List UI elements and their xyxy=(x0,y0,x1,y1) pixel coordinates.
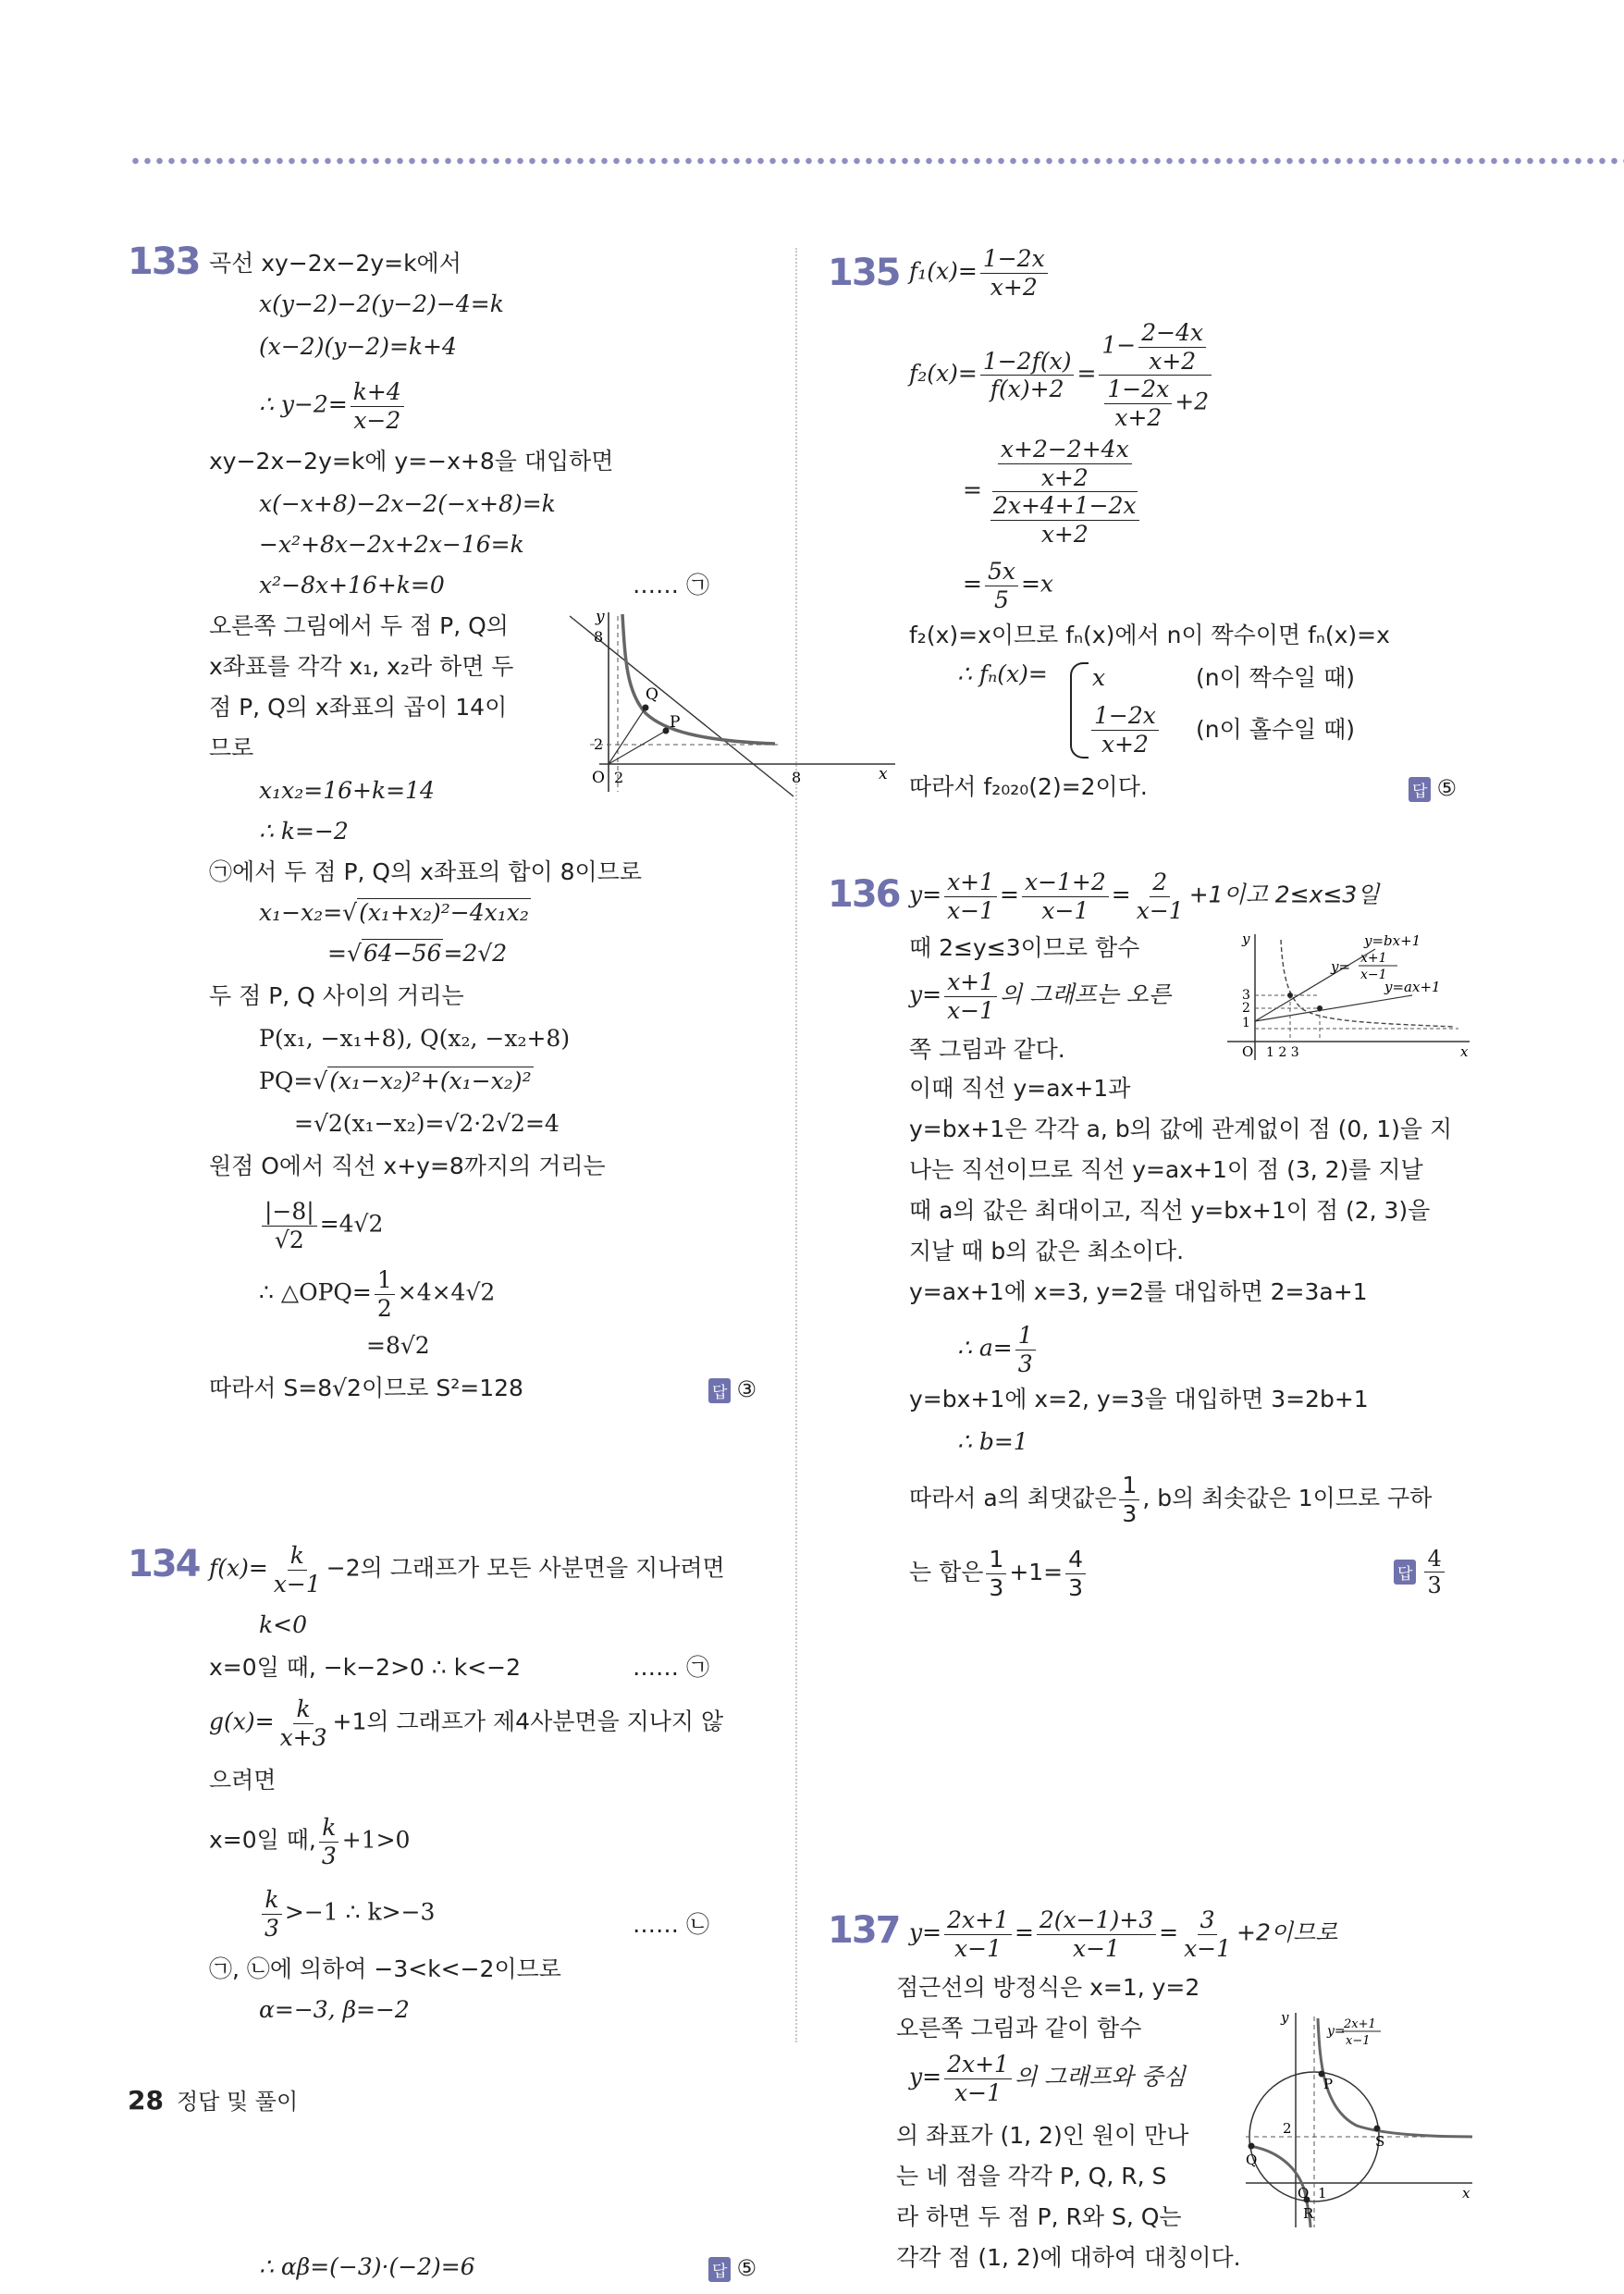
line-bx xyxy=(1255,949,1375,1021)
axis-label: x xyxy=(1462,2185,1470,2202)
column-divider xyxy=(795,248,797,2042)
denominator: √2 xyxy=(274,1226,304,1253)
numerator: |−8| xyxy=(262,1199,317,1227)
math-text: +2이므로 xyxy=(1236,1918,1338,1946)
denominator: x+2 xyxy=(1101,730,1149,758)
math-text: x₁−x₂=√ xyxy=(259,899,358,926)
solution-line: y=ax+1에 x=3, y=2를 대입하면 2=3a+1 xyxy=(909,1278,1368,1305)
solution-line: 오른쪽 그림과 같이 함수 xyxy=(896,2015,1142,2041)
solution-line xyxy=(909,1547,1089,1600)
solution-line: f₂(x)= $\frac{1-2f(x)}{f(x)+2}$ = 1− $\frac{2-4x}{x+2}$ $\frac{1-2x}{x+2}$ +2 xyxy=(909,320,1214,430)
solution-line: x=0일 때, −k−2>0 ∴ k<−2 xyxy=(209,1654,521,1681)
page-number: 28 xyxy=(128,2085,164,2115)
solution-line: = $\frac{5x}{5}$ =x xyxy=(963,558,1054,613)
axis-label: y xyxy=(596,608,605,626)
solution-line: =√2(x₁−x₂)=√2·2√2=4 xyxy=(294,1110,560,1137)
point xyxy=(1287,993,1293,998)
solution-line: x(y−2)−2(y−2)−4=k xyxy=(259,290,504,317)
solution-line: y=bx+1에 x=2, y=3을 대입하면 3=2b+1 xyxy=(909,1386,1369,1412)
math-text: 1− xyxy=(1101,331,1137,359)
numerator: 5x xyxy=(985,559,1018,586)
solution-line xyxy=(259,1069,534,1092)
math-text: =2√2 xyxy=(443,940,508,967)
numerator: 2x+1 xyxy=(944,1907,1012,1935)
numerator: x+2−2+4x xyxy=(998,437,1132,464)
solution-line: f₂(x)=x이므로 fₙ(x)에서 n이 짝수이면 fₙ(x)=x xyxy=(909,622,1390,648)
numerator: k xyxy=(319,1815,338,1843)
point-p xyxy=(663,728,670,734)
solution-line: 두 점 P, Q 사이의 거리는 xyxy=(209,982,464,1009)
solution-line: −x²+8x−2x+2x−16=k xyxy=(259,531,524,558)
fraction xyxy=(998,437,1132,490)
solution-line: y= $\frac{x+1}{x-1}$ 의 그래프는 오른 xyxy=(909,968,1171,1024)
numerator: 1 xyxy=(1119,1473,1139,1500)
solution-line xyxy=(209,1543,725,1597)
math-text: f₂(x)= xyxy=(909,360,978,387)
solution-line: 의 좌표가 (1, 2)인 원이 만나 xyxy=(896,2122,1189,2149)
curve-label: y=ax+1 xyxy=(1384,979,1441,995)
solution-line: 는 네 점을 각각 P, Q, R, S xyxy=(896,2163,1167,2189)
numerator: 1 xyxy=(986,1547,1006,1574)
fraction xyxy=(985,559,1018,612)
solution-line: k<0 xyxy=(259,1611,308,1638)
problem-135 xyxy=(828,240,1475,814)
tick-label: 2 xyxy=(1242,1001,1250,1016)
solution-line: =8√2 xyxy=(366,1332,430,1359)
numerator: 2(x−1)+3 xyxy=(1037,1907,1156,1935)
fraction xyxy=(980,246,1048,300)
math-text: +1>0 xyxy=(341,1826,411,1854)
solution-line: ∴ αβ=(−3)·(−2)=6 xyxy=(259,2253,475,2280)
point-label: S xyxy=(1375,2133,1385,2150)
solution-line: ㉠에서 두 점 P, Q의 x좌표의 합이 8이므로 xyxy=(209,858,642,885)
solution-line: ∴ b=1 xyxy=(957,1428,1028,1455)
numerator: 3 xyxy=(1198,1907,1218,1935)
denominator: 3 xyxy=(1122,1499,1138,1527)
solution-line: 때 a의 값은 최대이고, 직선 y=bx+1이 점 (2, 3)을 xyxy=(909,1197,1431,1224)
solution-line: x좌표를 각각 x₁, x₂라 하면 두 xyxy=(209,653,514,680)
curve-label: 2x+1 xyxy=(1344,2017,1376,2031)
case-condition: (n이 짝수일 때) xyxy=(1196,664,1355,691)
numerator: k xyxy=(293,1696,313,1724)
solution-line: xy−2x−2y=k에 y=−x+8을 대입하면 xyxy=(209,448,614,475)
graph-137 xyxy=(1246,2007,1477,2229)
denominator: 2 xyxy=(376,1294,392,1322)
fraction xyxy=(1015,1323,1036,1376)
denominator: x−1 xyxy=(1184,1934,1232,1962)
solution-line xyxy=(209,1815,410,1868)
solution-line xyxy=(957,1323,1039,1376)
solution-line: y=bx+1은 각각 a, b의 값에 관계없이 점 (0, 1)을 지 xyxy=(909,1116,1453,1142)
fraction xyxy=(375,1267,395,1321)
answer xyxy=(708,2255,757,2282)
denominator: 3 xyxy=(989,1573,1004,1601)
point-q xyxy=(1249,2143,1255,2150)
solution-line xyxy=(259,901,531,924)
denominator: x+2 xyxy=(1114,403,1163,431)
solution-line: 따라서 f₂₀₂₀(2)=2이다. xyxy=(909,773,1148,800)
math-text: 의 그래프와 중심 xyxy=(1014,2063,1186,2090)
answer-tag: 답 xyxy=(1409,777,1431,802)
solution-line: 곡선 xy−2x−2y=k에서 xyxy=(209,250,461,277)
answer xyxy=(1394,1547,1447,1598)
point-label: P xyxy=(1323,2076,1334,2092)
denominator: 5 xyxy=(994,586,1009,613)
denominator: 3 xyxy=(265,1914,279,1942)
denominator: 3 xyxy=(1427,1572,1442,1599)
equation-mark: …… ㉡ xyxy=(633,1911,709,1938)
axis-label: x xyxy=(879,765,888,783)
math-text: ∴ fₙ(x)= xyxy=(957,660,1048,687)
solution-line: 따라서 S=8√2이므로 S²=128 xyxy=(209,1375,523,1401)
fraction xyxy=(944,1907,1012,1961)
fraction xyxy=(319,1815,339,1868)
problem-137 xyxy=(828,1665,1475,2294)
math-text: f(x)= xyxy=(209,1554,268,1582)
solution-line: 나는 직선이므로 직선 y=ax+1이 점 (3, 2)를 지날 xyxy=(909,1156,1423,1183)
axis-label: y xyxy=(1281,2009,1289,2026)
denominator xyxy=(1099,376,1212,430)
tick-label: 2 xyxy=(594,735,604,753)
tick-label: 3 xyxy=(1242,988,1250,1003)
math-text: ×4×4√2 xyxy=(397,1278,496,1306)
denominator: x−1 xyxy=(1041,896,1089,924)
answer-tag: 답 xyxy=(1394,1560,1416,1585)
solution-line: 점 P, Q의 x좌표의 곱이 14이 xyxy=(209,694,508,721)
segment-oq xyxy=(609,731,666,764)
denominator: x−1 xyxy=(1073,1934,1120,1962)
denominator: x−1 xyxy=(954,1934,1002,1962)
curve-label: x−1 xyxy=(1346,2034,1371,2048)
answer-value: ⑤ xyxy=(736,2255,757,2281)
origin-label: O xyxy=(1298,2185,1310,2202)
denominator: x+3 xyxy=(279,1723,327,1751)
solution-line xyxy=(259,1887,435,1941)
math-text: x=0일 때, xyxy=(209,1826,316,1854)
problem-number: 133 xyxy=(128,240,200,283)
solution-line xyxy=(909,246,1051,300)
numerator: k xyxy=(262,1887,281,1915)
solution-line: 라 하면 두 점 P, R와 S, Q는 xyxy=(896,2203,1182,2230)
solution-line xyxy=(957,662,1048,685)
fraction xyxy=(1091,703,1159,757)
problem-number: 135 xyxy=(828,252,900,294)
tick-label: 2 xyxy=(614,769,624,786)
solution-line: 점근선의 방정식은 x=1, y=2 xyxy=(896,1974,1200,2001)
math-text: +1= xyxy=(1009,1559,1064,1585)
curve-label: y= xyxy=(1331,958,1351,975)
math-text: =4√2 xyxy=(319,1210,384,1238)
point xyxy=(1317,1005,1323,1011)
fraction xyxy=(262,1887,282,1941)
fraction xyxy=(277,1696,330,1750)
page-footer xyxy=(128,2083,298,2115)
brace xyxy=(1070,662,1089,758)
axis-label: y xyxy=(1242,931,1250,947)
solution-line xyxy=(209,1696,723,1750)
solution-line: 으려면 xyxy=(209,1767,277,1794)
fraction xyxy=(986,1547,1006,1600)
math-text: , b의 최솟값은 1이므로 구하 xyxy=(1142,1485,1433,1511)
solution-line: x₁x₂=16+k=14 xyxy=(259,777,435,804)
math-text: 는 합은 xyxy=(909,1559,984,1585)
fraction xyxy=(1119,1473,1139,1526)
curve-label: y= xyxy=(1327,2024,1346,2039)
case-line: x xyxy=(1092,664,1106,691)
denominator: x+2 xyxy=(1149,347,1197,375)
numerator: k+4 xyxy=(351,379,404,407)
fraction xyxy=(1037,1907,1156,1961)
math-text: +1이고 2≤x≤3일 xyxy=(1188,881,1380,908)
numerator xyxy=(1099,320,1212,376)
fraction xyxy=(1065,1547,1086,1600)
numerator: 2x+4+1−2x xyxy=(990,493,1139,521)
solution-line xyxy=(259,1199,383,1252)
solution-line xyxy=(909,1473,1432,1526)
denominator: 3 xyxy=(321,1842,337,1869)
math-text: 의 그래프는 오른 xyxy=(1000,980,1171,1008)
math-text: +2 xyxy=(1175,388,1210,415)
numerator: 1−2f(x) xyxy=(980,349,1075,376)
answer-tag: 답 xyxy=(708,2257,731,2282)
solution-line: (x−2)(y−2)=k+4 xyxy=(259,333,457,360)
answer-value: ③ xyxy=(736,1376,757,1402)
math-text: f₁(x)= xyxy=(909,257,978,285)
solution-line: 원점 O에서 직선 x+y=8까지의 거리는 xyxy=(209,1153,606,1179)
numerator: 1−2x xyxy=(980,246,1048,274)
solution-line: = $\frac{\frac{x+2-2+4x}{x+2}}{\frac{2x+4+1-2x}{x+2}}$ xyxy=(963,437,1148,547)
axis-label: x xyxy=(1460,1043,1469,1060)
solution-line: x(−x+8)−2x−2(−x+8)=k xyxy=(259,490,556,517)
math-text: g(x)= xyxy=(209,1708,275,1735)
graph-136 xyxy=(1227,931,1477,1069)
equation-mark: …… ㉠ xyxy=(633,572,709,598)
denominator xyxy=(985,492,1145,547)
equation-mark: …… ㉠ xyxy=(633,1654,709,1681)
solution-line: 각각 점 (1, 2)에 대하여 대칭이다. xyxy=(896,2244,1241,2271)
radicand: (x₁+x₂)²−4x₁x₂ xyxy=(359,899,529,926)
fraction xyxy=(1104,376,1172,430)
line-ax xyxy=(1255,995,1412,1021)
numerator: k xyxy=(288,1543,307,1571)
solution-line: α=−3, β=−2 xyxy=(259,1996,410,2023)
fraction xyxy=(1134,870,1187,923)
fraction xyxy=(1424,1547,1444,1598)
numerator: x+1 xyxy=(944,870,997,897)
problem-number: 134 xyxy=(128,1543,200,1585)
origin-label: O xyxy=(1242,1043,1254,1060)
solution-line: P(x₁, −x₁+8), Q(x₂, −x₂+8) xyxy=(259,1025,571,1052)
hyperbola-curve xyxy=(622,614,775,744)
radicand: (x₁−x₂)²+(x₁−x₂)² xyxy=(329,1067,532,1094)
solution-line: 쪽 그림과 같다. xyxy=(909,1036,1065,1063)
math-text: >−1 ∴ k>−3 xyxy=(284,1898,436,1926)
denominator: x+2 xyxy=(990,273,1038,301)
solution-line: 때 2≤y≤3이므로 함수 xyxy=(909,934,1140,961)
solution-line: y= $\frac{2x+1}{x-1}$ = $\frac{2(x-1)+3}{x-1}$ = $\frac{3}{x-1}$ +2이므로 xyxy=(909,1906,1338,1962)
answer xyxy=(1409,775,1457,802)
fraction xyxy=(1181,1907,1234,1961)
math-text: 따라서 a의 최댓값은 xyxy=(909,1485,1117,1511)
numerator: 1−2x xyxy=(1104,376,1172,404)
denominator: x−2 xyxy=(353,406,401,434)
denominator: x−1 xyxy=(1136,896,1184,924)
problem-number: 136 xyxy=(828,873,900,916)
solution-line: x²−8x+16+k=0 xyxy=(259,572,445,598)
numerator: 2x+1 xyxy=(944,2052,1012,2079)
curve-label: x−1 xyxy=(1360,968,1387,982)
math-text: ∴ y−2= xyxy=(259,390,348,418)
numerator: x−1+2 xyxy=(1022,870,1109,897)
solution-line: ∴ k=−2 xyxy=(259,818,349,845)
denominator: x+2 xyxy=(1040,520,1089,548)
tick-label: 1 xyxy=(1242,1016,1250,1030)
compound-fraction xyxy=(1099,320,1212,430)
denominator: 3 xyxy=(1017,1350,1033,1377)
point-label: R xyxy=(1303,2205,1314,2222)
tick-label: 8 xyxy=(594,628,604,646)
problem-number: 137 xyxy=(828,1909,900,1952)
point-label: P xyxy=(670,713,681,732)
solution-line xyxy=(259,379,407,433)
case-line xyxy=(1089,703,1162,757)
fraction xyxy=(351,379,404,433)
header-dotted-rule xyxy=(129,157,1624,165)
answer-tag: 답 xyxy=(708,1378,731,1403)
denominator: x−1 xyxy=(954,2078,1002,2106)
math-text: +1의 그래프가 제4사분면을 지나지 않 xyxy=(332,1708,724,1735)
numerator: 2−4x xyxy=(1138,320,1206,348)
numerator: 4 xyxy=(1065,1547,1086,1574)
math-text: =x xyxy=(1020,570,1054,598)
case-condition: (n이 홀수일 때) xyxy=(1196,716,1355,743)
answer xyxy=(708,1376,757,1403)
numerator: 2 xyxy=(1150,870,1170,897)
segment-op xyxy=(609,708,646,764)
solution-line xyxy=(327,942,507,965)
math-text: −2의 그래프가 모든 사분면을 지나려면 xyxy=(326,1554,725,1582)
solution-line: 오른쪽 그림에서 두 점 P, Q의 xyxy=(209,612,509,639)
numerator: 1 xyxy=(375,1267,395,1295)
footer-title: 정답 및 풀이 xyxy=(176,2089,299,2115)
math-text: PQ=√ xyxy=(259,1067,328,1094)
numerator: 1 xyxy=(1015,1323,1036,1350)
curve-label: x+1 xyxy=(1360,951,1387,966)
math-text: =√ xyxy=(327,940,362,967)
numerator xyxy=(992,437,1138,492)
denominator: x−1 xyxy=(947,896,995,924)
point-s xyxy=(1374,2126,1381,2132)
fraction xyxy=(944,2052,1012,2105)
numerator: 1−2x xyxy=(1091,703,1159,731)
fraction xyxy=(980,349,1075,402)
fraction xyxy=(990,493,1139,547)
point-label: Q xyxy=(646,685,658,704)
fraction xyxy=(262,1199,317,1252)
tick-label: 1 xyxy=(1318,2185,1327,2202)
compound-fraction xyxy=(985,437,1145,547)
problem-134 xyxy=(128,1542,766,2023)
solution-line: 므로 xyxy=(209,734,254,761)
solution-line: 지날 때 b의 값은 최소이다. xyxy=(909,1238,1185,1264)
numerator: x+1 xyxy=(944,969,997,997)
point-q xyxy=(643,705,649,711)
fraction xyxy=(1022,870,1109,923)
fraction xyxy=(1138,320,1206,374)
denominator: f(x)+2 xyxy=(990,376,1064,402)
solution-line: ㉠, ㉡에 의하여 −3<k<−2이므로 xyxy=(209,1955,561,1982)
denominator: x+2 xyxy=(1040,463,1089,491)
denominator: x−1 xyxy=(947,996,995,1024)
curve-label: y=bx+1 xyxy=(1364,932,1421,949)
tick-label: 8 xyxy=(792,769,802,786)
tick-label: 1 2 3 xyxy=(1266,1045,1299,1060)
solution-line xyxy=(259,1267,495,1321)
origin-label: O xyxy=(592,769,605,787)
numerator: 4 xyxy=(1424,1547,1444,1572)
fraction xyxy=(944,870,997,923)
fraction xyxy=(271,1543,324,1597)
solution-line: y= $\frac{x+1}{x-1}$ = $\frac{x-1+2}{x-1}$ = $\frac{2}{x-1}$ +1이고 2≤x≤3일 xyxy=(909,869,1380,924)
denominator: 3 xyxy=(1068,1573,1084,1601)
point-label: Q xyxy=(1246,2152,1258,2168)
solution-line: 이때 직선 y=ax+1과 xyxy=(909,1075,1131,1102)
answer-value: ⑤ xyxy=(1436,775,1457,801)
solution-line: y= $\frac{2x+1}{x-1}$ 의 그래프와 중심 xyxy=(909,2051,1186,2106)
math-text: ∴ △OPQ= xyxy=(259,1278,372,1306)
radicand: 64−56 xyxy=(363,940,442,967)
tick-label: 2 xyxy=(1283,2120,1292,2137)
denominator: x−1 xyxy=(273,1570,321,1597)
math-text: ∴ a= xyxy=(957,1334,1013,1362)
fraction xyxy=(944,969,997,1023)
